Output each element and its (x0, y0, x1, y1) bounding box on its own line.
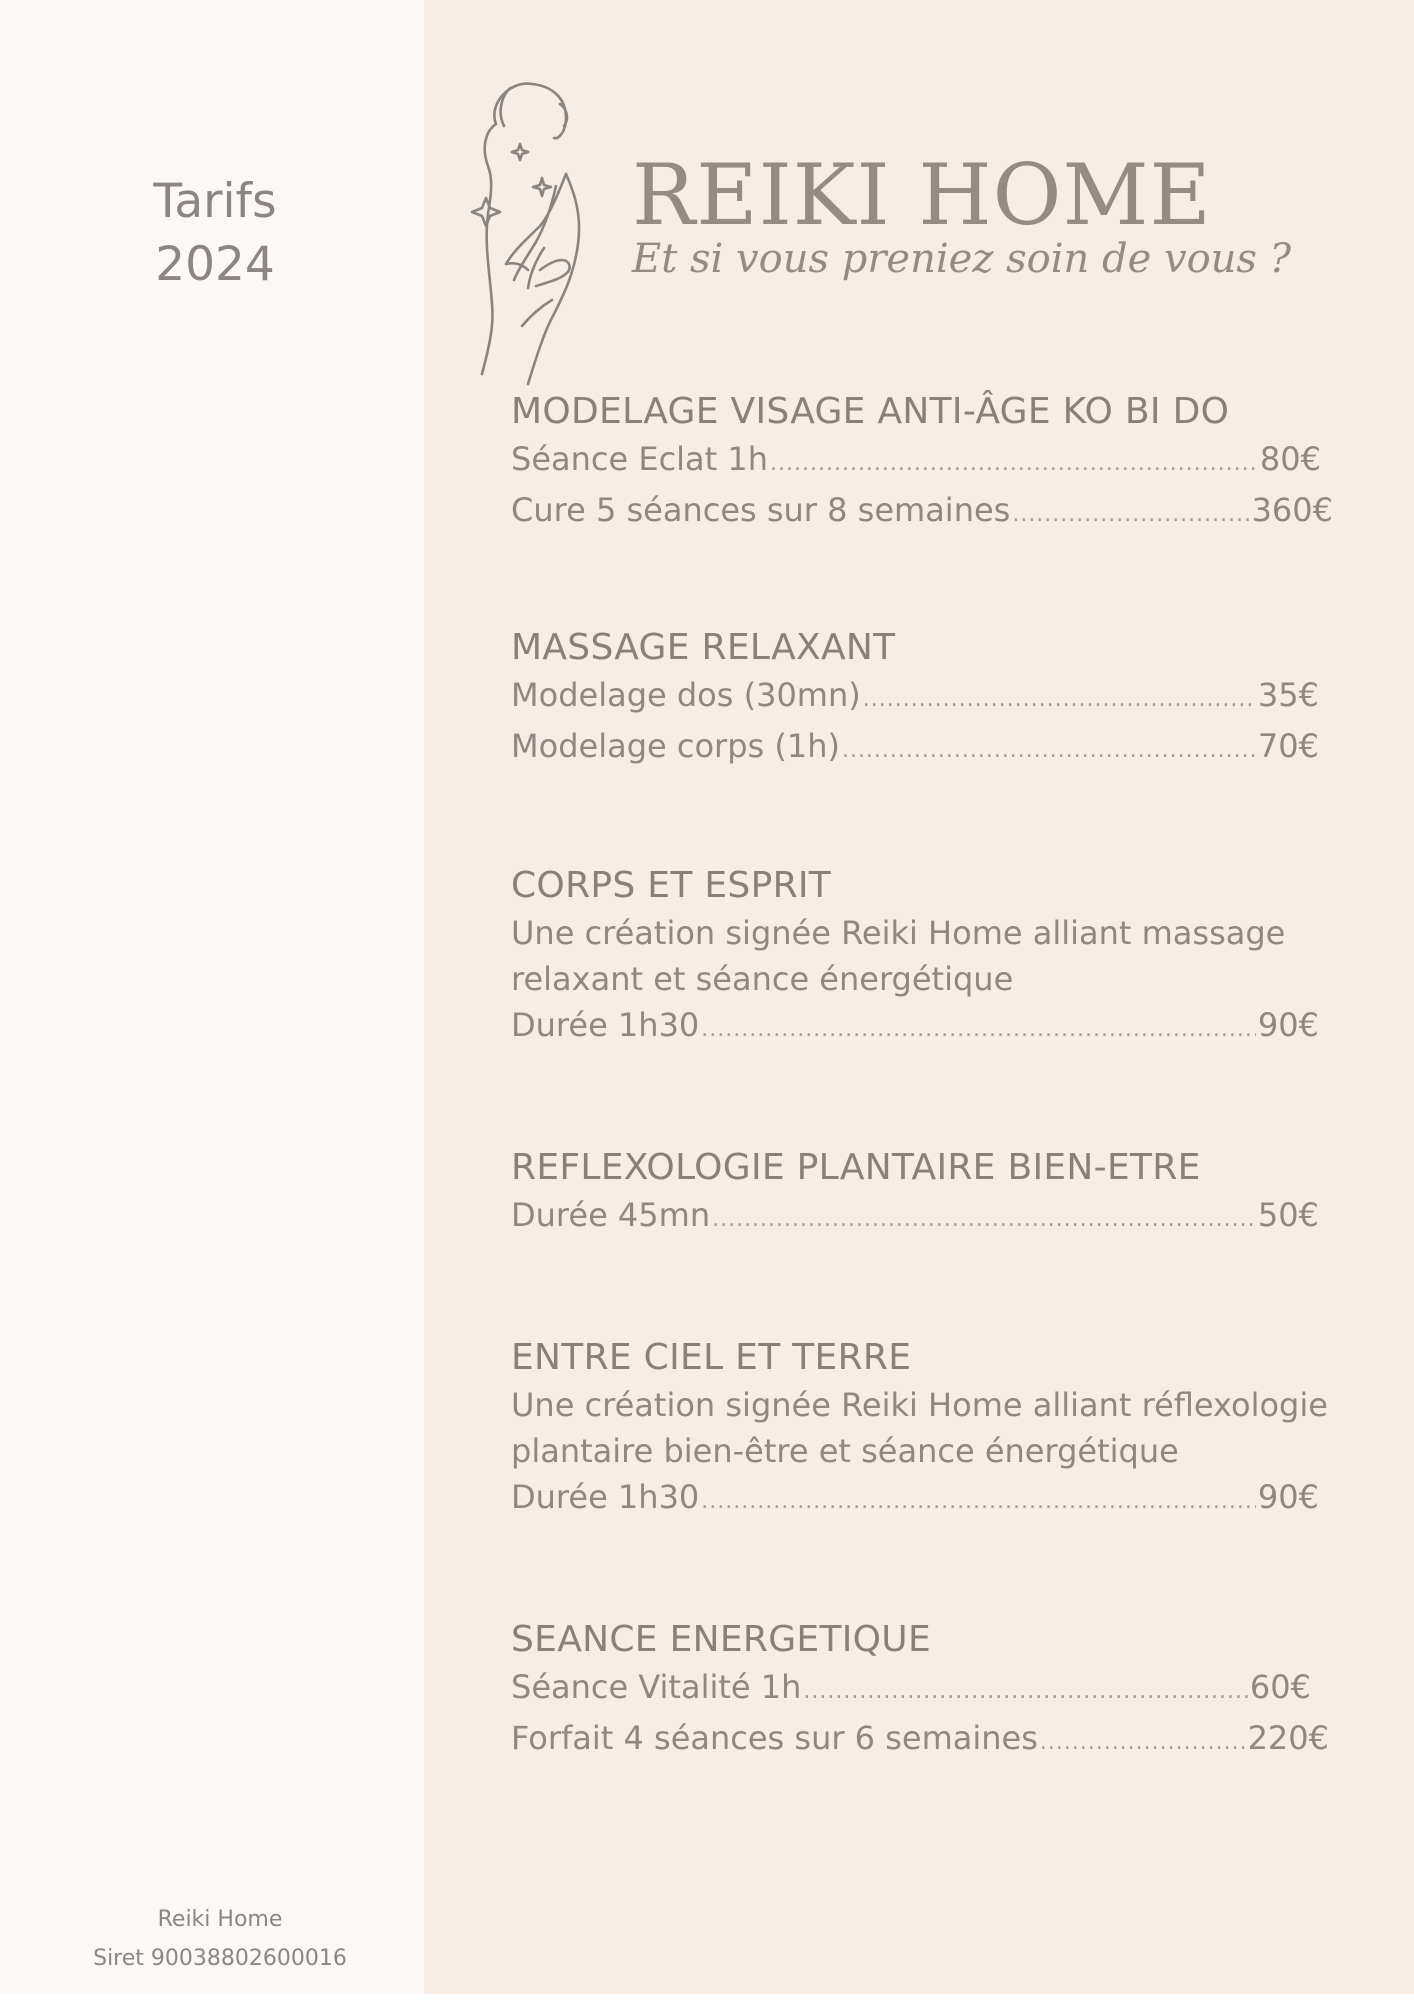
price-row (511, 1664, 1311, 1715)
price-row (511, 1002, 1319, 1053)
brand-title: REIKI HOME (632, 146, 1212, 244)
dot-leader (701, 1007, 1256, 1053)
footer-name: Reiki Home (157, 1907, 283, 1932)
dot-leader (863, 677, 1256, 723)
price-row (511, 1192, 1319, 1243)
item-label: Durée 45mn (511, 1196, 711, 1234)
section-description: plantaire bien-être et séance énergétique (511, 1432, 1179, 1470)
section-seance-energetique (511, 1616, 1351, 1766)
dot-leader (803, 1669, 1248, 1715)
title-line-2: 2024 (155, 237, 275, 292)
item-label: Séance Vitalité 1h (511, 1668, 802, 1706)
section-massage-relaxant (511, 624, 1351, 774)
item-price: 360€ (1251, 491, 1333, 529)
price-row (511, 487, 1333, 538)
dot-leader (842, 728, 1256, 774)
section-corps-esprit (511, 862, 1351, 1053)
title-line-1: Tarifs (153, 174, 277, 229)
sidebar (0, 0, 424, 2000)
item-label: Durée 1h30 (511, 1478, 700, 1516)
dot-leader (1040, 1720, 1246, 1766)
page-title (0, 170, 430, 296)
item-label: Séance Eclat 1h (511, 440, 769, 478)
section-title: MASSAGE RELAXANT (511, 627, 896, 668)
dot-leader (770, 441, 1258, 487)
item-label: Modelage corps (1h) (511, 727, 840, 765)
item-price: 60€ (1249, 1668, 1311, 1706)
section-title: REFLEXOLOGIE PLANTAIRE BIEN-ETRE (511, 1147, 1201, 1188)
section-description: relaxant et séance énergétique (511, 960, 1014, 998)
dot-leader (701, 1479, 1256, 1525)
section-description: Une création signée Reiki Home alliant réflexologie (511, 1386, 1328, 1424)
item-price: 70€ (1257, 727, 1319, 765)
item-label: Cure 5 séances sur 8 semaines (511, 491, 1011, 529)
section-description: Une création signée Reiki Home alliant massage (511, 914, 1286, 952)
section-entre-ciel-terre (511, 1334, 1351, 1525)
section-reflexologie (511, 1144, 1351, 1243)
dot-leader (712, 1197, 1256, 1243)
footer (0, 1900, 440, 1978)
price-row (511, 1474, 1319, 1525)
item-label: Modelage dos (30mn) (511, 676, 861, 714)
brand-tagline: Et si vous preniez soin de vous ? (632, 236, 1292, 282)
footer-siret: Siret 90038802600016 (93, 1946, 347, 1971)
price-row (511, 723, 1319, 774)
section-modelage-visage (511, 388, 1351, 538)
section-title: CORPS ET ESPRIT (511, 865, 832, 906)
dot-leader (1012, 492, 1249, 538)
price-row (511, 1715, 1329, 1766)
bottom-strip (0, 1994, 1414, 2000)
section-title: ENTRE CIEL ET TERRE (511, 1337, 912, 1378)
price-row (511, 436, 1321, 487)
item-price: 90€ (1257, 1478, 1319, 1516)
section-title: SEANCE ENERGETIQUE (511, 1619, 931, 1660)
item-label: Forfait 4 séances sur 6 semaines (511, 1719, 1038, 1757)
item-price: 80€ (1259, 440, 1321, 478)
section-title: MODELAGE VISAGE ANTI-ÂGE KO BI DO (511, 391, 1230, 432)
item-price: 90€ (1257, 1006, 1319, 1044)
price-row (511, 672, 1319, 723)
hand-face-sparkles-icon (470, 74, 610, 392)
item-price: 50€ (1257, 1196, 1319, 1234)
item-price: 220€ (1247, 1719, 1329, 1757)
item-label: Durée 1h30 (511, 1006, 700, 1044)
item-price: 35€ (1257, 676, 1319, 714)
